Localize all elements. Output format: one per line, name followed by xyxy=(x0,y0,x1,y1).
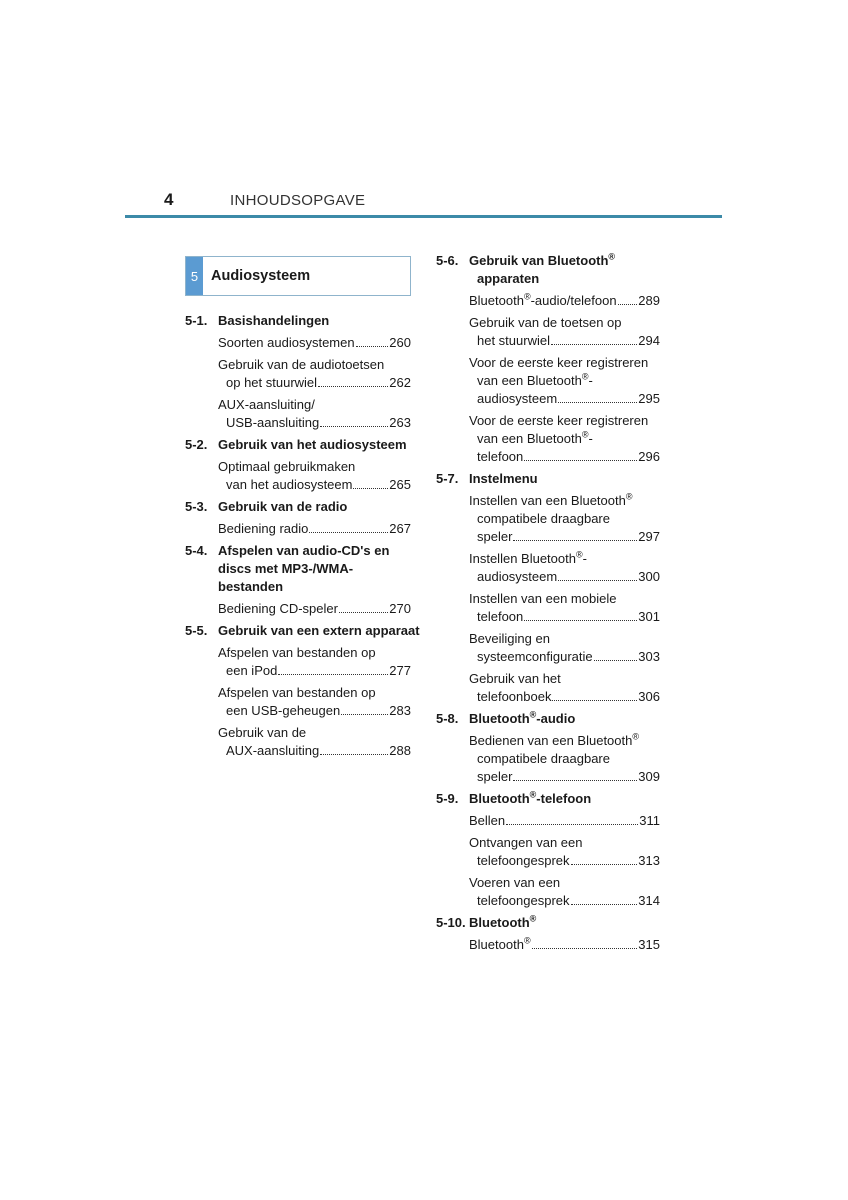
entry-text: Voor de eerste keer registreren xyxy=(469,413,649,428)
toc-right-column xyxy=(436,252,660,958)
dot-leader xyxy=(618,304,638,305)
section-title: Instelmenu xyxy=(469,471,538,486)
entry-text: Beveiliging en xyxy=(469,631,550,646)
entry-text: telefoon xyxy=(477,609,524,624)
toc-entry[interactable] xyxy=(218,520,411,538)
entry-text: AUX-aansluiting xyxy=(226,743,320,758)
entry-text: systeemconfiguratie xyxy=(477,649,593,664)
entry-text: Instellen van een Bluetooth® xyxy=(469,491,633,508)
entry-text: compatibele draagbare xyxy=(477,751,610,766)
toc-entry[interactable] xyxy=(469,492,660,546)
dot-leader xyxy=(552,700,637,701)
toc-entry[interactable] xyxy=(218,684,411,720)
section-title: Gebruik van een extern apparaat xyxy=(218,623,420,638)
dot-leader xyxy=(513,540,637,541)
entry-text: Gebruik van de toetsen op xyxy=(469,315,622,330)
toc-entry[interactable] xyxy=(469,412,660,466)
entry-text: Gebruik van het xyxy=(469,671,561,686)
section-number: 5-8. xyxy=(436,711,459,726)
dot-leader xyxy=(558,580,637,581)
entry-text: Instellen van een mobiele xyxy=(469,591,617,606)
entry-text: een USB-geheugen xyxy=(226,703,341,718)
entry-text: compatibele draagbare xyxy=(477,511,610,526)
entry-page: 265 xyxy=(389,477,411,492)
toc-section-5-5[interactable] xyxy=(185,622,420,640)
entry-text: Bellen xyxy=(469,813,506,828)
dot-leader xyxy=(341,714,388,715)
entry-page: 296 xyxy=(638,449,660,464)
chapter-number: 5 xyxy=(186,257,203,295)
dot-leader xyxy=(506,824,638,825)
entry-page: 263 xyxy=(389,415,411,430)
toc-entry[interactable] xyxy=(218,396,411,432)
entry-text: op het stuurwiel xyxy=(226,375,318,390)
toc-entry[interactable] xyxy=(469,874,660,910)
entry-text: Optimaal gebruikmaken xyxy=(218,459,356,474)
toc-entry[interactable] xyxy=(218,644,411,680)
chapter-title: Audiosysteem xyxy=(211,268,311,284)
toc-section-5-3[interactable] xyxy=(185,498,411,516)
entry-text: Voeren van een xyxy=(469,875,561,890)
dot-leader xyxy=(320,754,388,755)
toc-entry[interactable] xyxy=(469,292,660,310)
entry-text: van een Bluetooth®- xyxy=(477,371,593,388)
entry-text: audiosysteem xyxy=(477,569,558,584)
entry-page: 303 xyxy=(638,649,660,664)
entry-text: Bedienen van een Bluetooth® xyxy=(469,731,639,748)
entry-text: speler xyxy=(477,529,513,544)
dot-leader xyxy=(278,674,388,675)
toc-entry[interactable] xyxy=(218,724,411,760)
section-number: 5-2. xyxy=(185,437,208,452)
entry-page: 314 xyxy=(638,893,660,908)
section-number: 5-5. xyxy=(185,623,208,638)
section-number: 5-3. xyxy=(185,499,208,514)
dot-leader xyxy=(532,948,638,949)
toc-entry[interactable] xyxy=(469,354,660,408)
entry-text: USB-aansluiting xyxy=(226,415,320,430)
page-header-title: INHOUDSOPGAVE xyxy=(230,192,366,209)
toc-entry[interactable] xyxy=(218,600,411,618)
toc-entry[interactable] xyxy=(469,812,660,830)
toc-section-5-4[interactable] xyxy=(185,542,411,596)
section-title: Basishandelingen xyxy=(218,313,330,328)
entry-text: Gebruik van de audiotoetsen xyxy=(218,357,385,372)
section-number: 5-4. xyxy=(185,543,208,558)
entry-text: Afspelen van bestanden op xyxy=(218,685,376,700)
toc-entry[interactable] xyxy=(469,550,660,586)
header-divider xyxy=(125,215,722,218)
toc-entry[interactable] xyxy=(469,630,660,666)
entry-page: 283 xyxy=(389,703,411,718)
entry-text: speler xyxy=(477,769,513,784)
dot-leader xyxy=(551,344,637,345)
entry-page: 289 xyxy=(638,293,660,308)
dot-leader xyxy=(339,612,388,613)
entry-page: 270 xyxy=(389,601,411,616)
toc-entry[interactable] xyxy=(218,334,411,352)
dot-leader xyxy=(353,488,388,489)
entry-page: 288 xyxy=(389,743,411,758)
section-number: 5-6. xyxy=(436,253,459,268)
dot-leader xyxy=(320,426,388,427)
dot-leader xyxy=(356,346,389,347)
entry-text: Bluetooth®-audio/telefoon xyxy=(469,291,617,308)
entry-page: 277 xyxy=(389,663,411,678)
entry-text: Voor de eerste keer registreren xyxy=(469,355,649,370)
entry-page: 294 xyxy=(638,333,660,348)
entry-text: telefoongesprek xyxy=(477,853,570,868)
toc-section-5-10[interactable] xyxy=(436,914,660,932)
entry-text: Soorten audiosystemen xyxy=(218,335,355,350)
entry-page: 300 xyxy=(638,569,660,584)
dot-leader xyxy=(571,904,638,905)
section-title: Gebruik van het audiosysteem xyxy=(218,437,407,452)
toc-section-5-9[interactable] xyxy=(436,790,660,808)
toc-entry[interactable] xyxy=(469,670,660,706)
toc-section-5-8[interactable] xyxy=(436,710,660,728)
entry-page: 309 xyxy=(638,769,660,784)
section-number: 5-10. xyxy=(436,915,466,930)
toc-entry[interactable] xyxy=(469,314,660,350)
toc-entry[interactable] xyxy=(218,356,411,392)
entry-text: van een Bluetooth®- xyxy=(477,429,593,446)
entry-text: Instellen Bluetooth®- xyxy=(469,549,587,566)
entry-text: Bediening radio xyxy=(218,521,309,536)
entry-page: 260 xyxy=(389,335,411,350)
section-title: Bluetooth®-telefoon xyxy=(469,789,592,806)
section-number: 5-7. xyxy=(436,471,459,486)
chapter-heading[interactable] xyxy=(185,256,411,296)
toc-entry[interactable] xyxy=(469,590,660,626)
dot-leader xyxy=(524,620,637,621)
entry-text: Ontvangen van een xyxy=(469,835,583,850)
toc-section-5-1[interactable] xyxy=(185,312,411,330)
section-title: Gebruik van de radio xyxy=(218,499,348,514)
toc-entry[interactable] xyxy=(469,936,660,954)
dot-leader xyxy=(318,386,388,387)
toc-entry[interactable] xyxy=(469,834,660,870)
toc-left-column xyxy=(185,312,420,764)
toc-section-5-7[interactable] xyxy=(436,470,660,488)
entry-text: telefoon xyxy=(477,449,524,464)
dot-leader xyxy=(558,402,637,403)
entry-text: een iPod xyxy=(226,663,278,678)
entry-page: 301 xyxy=(638,609,660,624)
section-number: 5-9. xyxy=(436,791,459,806)
page-number: 4 xyxy=(164,190,174,209)
dot-leader xyxy=(524,460,637,461)
entry-page: 306 xyxy=(638,689,660,704)
entry-page: 313 xyxy=(638,853,660,868)
section-title: Bluetooth®-audio xyxy=(469,709,576,726)
toc-section-5-2[interactable] xyxy=(185,436,411,454)
entry-text: Bediening CD-speler xyxy=(218,601,338,616)
dot-leader xyxy=(309,532,388,533)
entry-text: AUX-aansluiting/ xyxy=(218,397,315,412)
section-title: Bluetooth® xyxy=(469,913,537,930)
dot-leader xyxy=(571,864,638,865)
entry-text: telefoonboek xyxy=(477,689,552,704)
entry-page: 267 xyxy=(389,521,411,536)
entry-text: Afspelen van bestanden op xyxy=(218,645,376,660)
dot-leader xyxy=(594,660,638,661)
toc-entry[interactable] xyxy=(218,458,411,494)
entry-page: 311 xyxy=(639,813,660,828)
section-title: Afspelen van audio-CD's en discs met MP3-/WMA-bestanden xyxy=(218,543,390,594)
dot-leader xyxy=(513,780,637,781)
entry-text: Gebruik van de xyxy=(218,725,307,740)
section-title: Gebruik van Bluetooth® apparaten xyxy=(469,251,616,286)
entry-text: telefoongesprek xyxy=(477,893,570,908)
entry-page: 315 xyxy=(638,937,660,952)
entry-text: audiosysteem xyxy=(477,391,558,406)
entry-text: van het audiosysteem xyxy=(226,477,353,492)
entry-page: 295 xyxy=(638,391,660,406)
section-number: 5-1. xyxy=(185,313,208,328)
entry-text: Bluetooth® xyxy=(469,935,531,952)
toc-entry[interactable] xyxy=(469,732,660,786)
toc-section-5-6[interactable] xyxy=(436,252,660,288)
entry-page: 297 xyxy=(638,529,660,544)
entry-page: 262 xyxy=(389,375,411,390)
entry-text: het stuurwiel xyxy=(477,333,550,348)
